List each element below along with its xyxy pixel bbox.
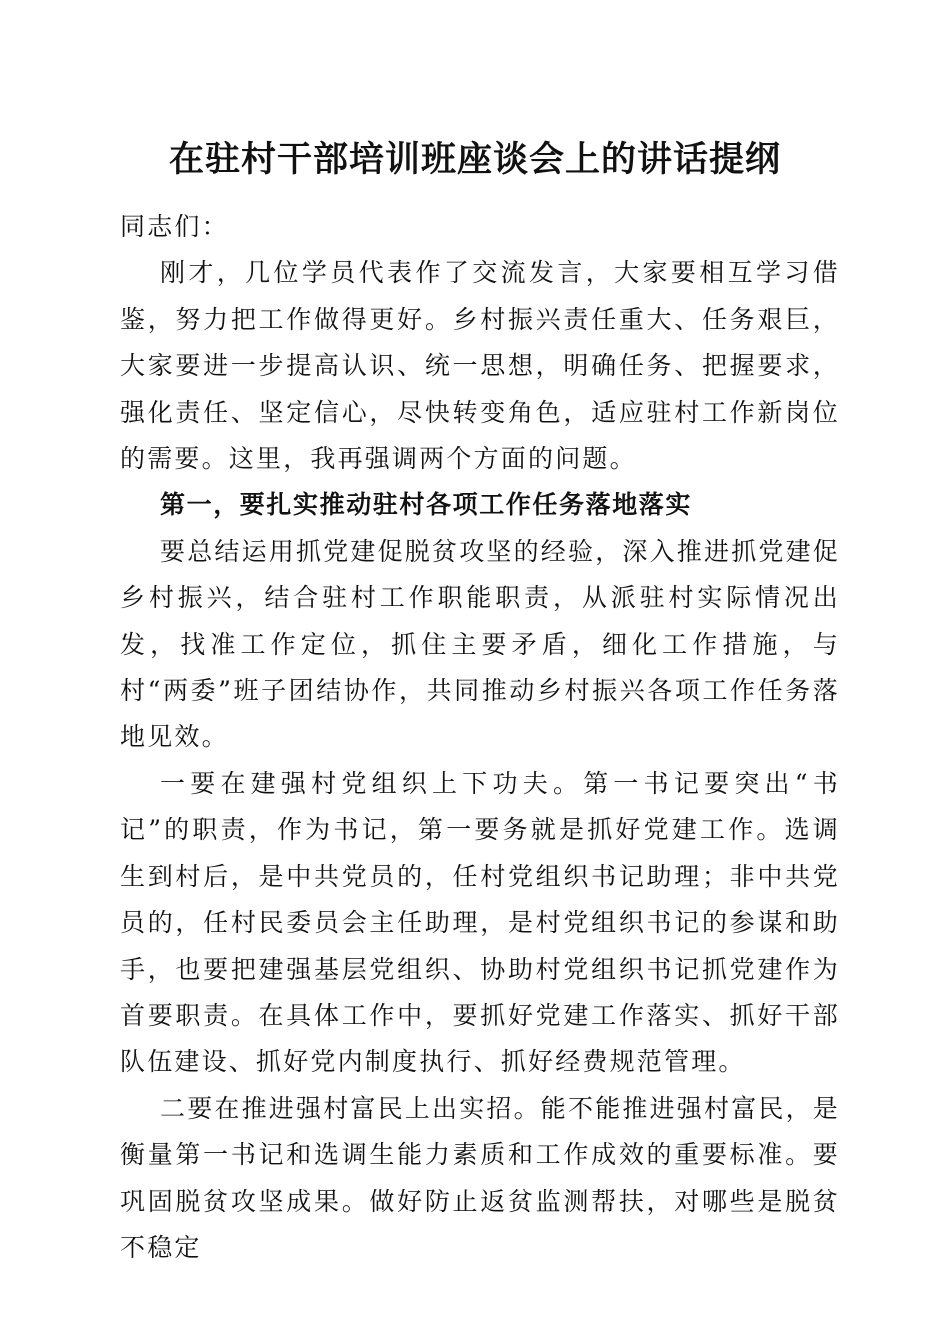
intro-paragraph: 刚才，几位学员代表作了交流发言，大家要相互学习借鉴，努力把工作做得更好。乡村振兴责任重大、任务艰巨，大家要进一步提高认识、统一思想，明确任务、把握要求，强化责任、坚定信心，尽快转变角色，适应驻村工作新岗位的需要。这里，我再强调两个方面的问题。	[120, 258, 840, 474]
section-heading: 第一，要扎实推动驻村各项工作任务落地落实	[160, 490, 693, 520]
paragraph-party-building: 一要在建强村党组织上下功夫。第一书记要突出“书记”的职责，作为书记，第一要务就是抓好党建工作。选调生到村后，是中共党员的，任村党组织书记助理；非中共党员的，任村民委员会主任助理，是村党组织书记的参谋和助手，也要把建强基层党组织、协助村党组织书记抓党建作为首要职责。在具体工作中，要抓好党建工作落实、抓好干部队伍建设、抓好党内制度执行、抓好经费规范管理。	[120, 768, 840, 1077]
document-body	[120, 204, 840, 1271]
salutation: 同志们：	[120, 212, 229, 241]
paragraph-overview: 要总结运用抓党建促脱贫攻坚的经验，深入推进抓党建促乡村振兴，结合驻村工作职能职责，从派驻村实际情况出发，找准工作定位，抓住主要矛盾，细化工作措施，与村“两委”班子团结协作，共同推动乡村振兴各项工作任务落地见效。	[120, 536, 841, 752]
document-title: 在驻村干部培训班座谈会上的讲话提纲	[168, 139, 781, 180]
paragraph-strengthen-village: 二要在推进强村富民上出实招。能不能推进强村富民，是衡量第一书记和选调生能力素质和工作成效的重要标准。要巩固脱贫攻坚成果。做好防止返贫监测帮扶，对哪些是脱贫不稳定	[120, 1093, 841, 1262]
